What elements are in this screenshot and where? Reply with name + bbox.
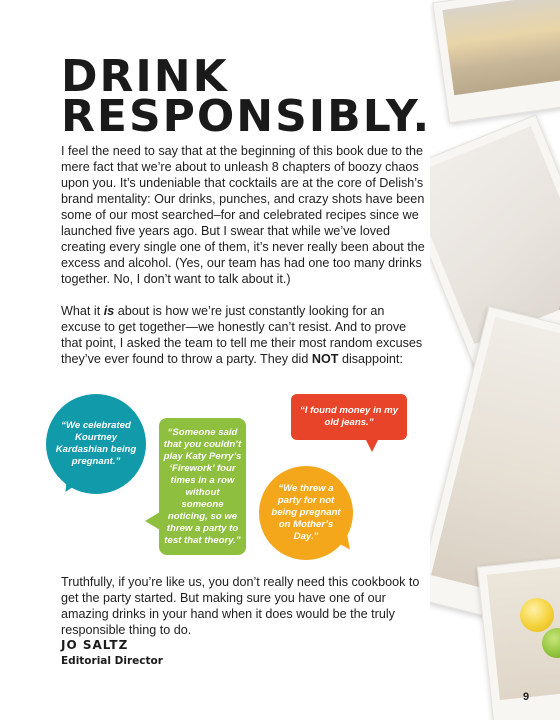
- title-line-1: DRINK: [61, 51, 229, 102]
- speech-bubble-blue: [46, 394, 146, 494]
- quote-mothers-day: “We threw a party for not being pregnant on Mother’s Day.”: [271, 483, 341, 542]
- intro-paragraph: I feel the need to say that at the beginning of this book due to the mere fact that we’re about to unleash 8 chapters of boozy chaos upon you. It’s undeniable that cocktails are at the core of Delish’s brand mentality: Our drinks, punches, and crazy shots have been some of our most searched–for and celebrated recipes since we launched five years ago. But I swear that while we’ve loved creating every single one of them, it’s never really been about the excess and alcohol. (Yes, our team has had one too many drinks together. No, I don’t want to talk about it.): [61, 144, 425, 286]
- author-title: Editorial Director: [61, 655, 163, 667]
- page-number: 9: [523, 691, 530, 703]
- excuses-bold: NOT: [311, 352, 339, 366]
- page-title: [61, 51, 432, 142]
- speech-bubble-orange: [259, 466, 353, 560]
- quote-kardashian: “We celebrated Kourtney Kardashian being pregnant.”: [55, 420, 137, 467]
- speech-bubble-red: [291, 394, 407, 440]
- polaroid-photo-top: [432, 0, 560, 123]
- closing-paragraph: Truthfully, if you’re like us, you don’t really need this cookbook to get the party started. But making sure you have one of our amazing drinks in your hand when it does would be the truly responsible thing to do.: [61, 575, 420, 637]
- excuses-paragraph: [61, 303, 426, 367]
- excuses-text-1: What it: [61, 304, 104, 318]
- quote-firework: “Someone said that you couldn’t play Katy Perry’s ‘Firework’ four times in a row without someone noticing, so we threw a party to test that theory.”: [163, 426, 242, 546]
- speech-bubble-green: [159, 418, 246, 555]
- excuses-emphasis: is: [103, 304, 115, 318]
- excuses-text-2: about is how we’re just constantly looking for an excuse to get together—we honestly can’t resist. And to prove that point, I asked the team to tell me their most random excuses they’ve ever found to throw a party. They did: [61, 304, 423, 366]
- quote-money: “I found money in my old jeans.”: [299, 405, 399, 428]
- title-line-2: RESPONSIBLY.: [61, 91, 432, 142]
- signature-block: [61, 638, 163, 667]
- photo-collage: [430, 0, 560, 720]
- author-name: JO SALTZ: [61, 638, 129, 652]
- lemon-image: [520, 598, 554, 632]
- excuses-text-3: disappoint:: [338, 352, 403, 366]
